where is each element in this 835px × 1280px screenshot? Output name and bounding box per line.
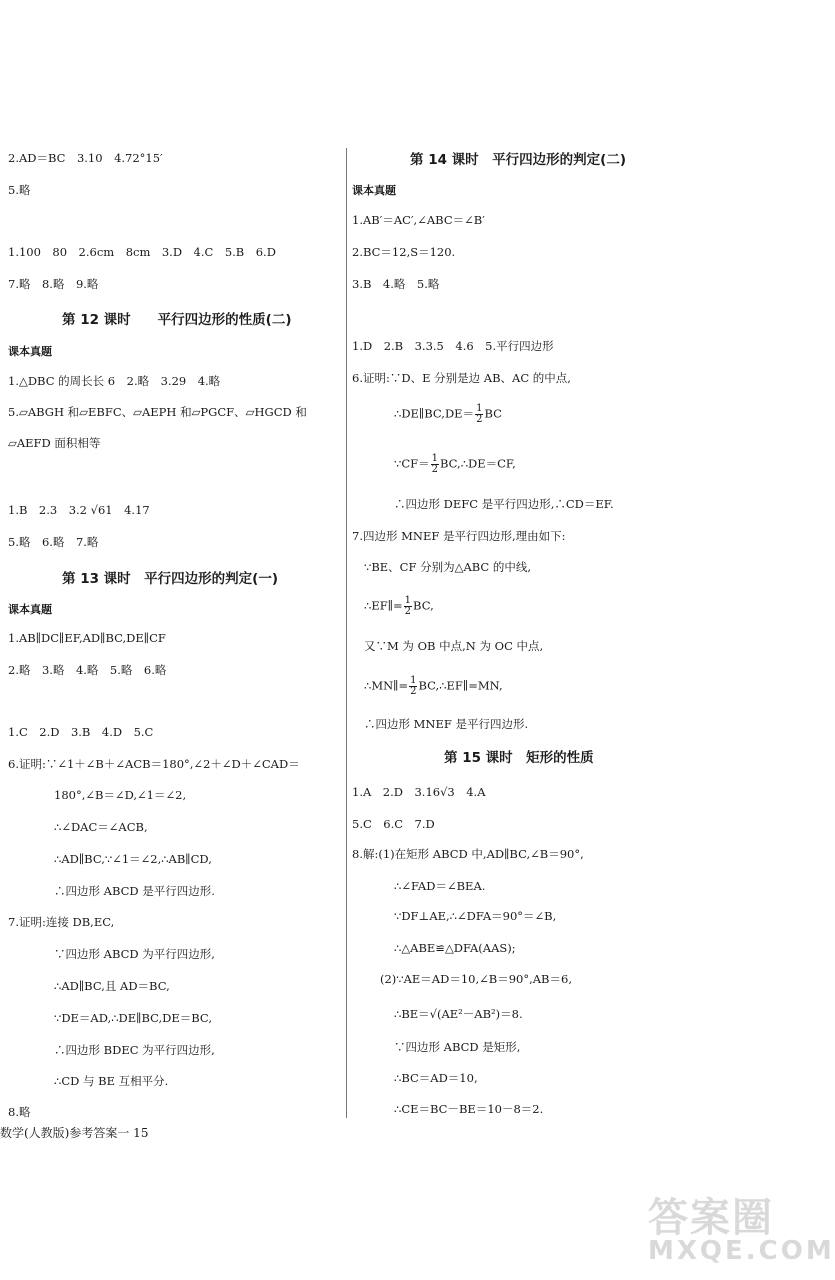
- answer-line: 2.略 3.略 4.略 5.略 6.略: [8, 663, 167, 677]
- answer-line: ∴∠DAC＝∠ACB,: [54, 820, 148, 834]
- answer-line: 1.B 2.3 3.2 √61 4.17: [8, 503, 150, 517]
- fraction: $\frac{1}{2}$: [476, 403, 483, 425]
- answer-line: ∴四边形 DEFC 是平行四边形,∴CD＝EF.: [394, 497, 614, 511]
- answer-line: ∴四边形 MNEF 是平行四边形.: [364, 717, 529, 731]
- answer-line: 3.B 4.略 5.略: [352, 277, 440, 291]
- answer-line: ∴∠FAD＝∠BEA.: [394, 879, 486, 893]
- answer-line: 180°,∠B＝∠D,∠1＝∠2,: [54, 788, 187, 802]
- lesson-15-title: 第 15 课时 矩形的性质: [444, 750, 594, 766]
- answer-line: 1.100 80 2.6cm 8cm 3.D 4.C 5.B 6.D: [8, 245, 276, 259]
- watermark-logo: [642, 1186, 835, 1276]
- section-heading: 课本真题: [8, 345, 52, 358]
- answer-line: 5.略: [8, 183, 31, 197]
- answer-line: 7.证明:连接 DB,EC,: [8, 915, 115, 929]
- answer-line: ▱AEFD 面积相等: [8, 436, 101, 450]
- answer-line: ∵四边形 ABCD 为平行四边形,: [54, 947, 215, 961]
- answer-line: ∴四边形 BDEC 为平行四边形,: [54, 1043, 215, 1057]
- answer-line: ∴CD 与 BE 互相平分.: [54, 1074, 169, 1088]
- watermark-url: MXQE.COM: [648, 1236, 835, 1266]
- answer-line: 8.解:(1)在矩形 ABCD 中,AD∥BC,∠B＝90°,: [352, 847, 584, 861]
- answer-line: 5.▱ABGH 和▱EBFC、▱AEPH 和▱PGCF、▱HGCD 和: [8, 405, 307, 419]
- answer-line: ∴BE＝√(AE²－AB²)＝8.: [394, 1007, 523, 1021]
- answer-line: 1.AB∥DC∥EF,AD∥BC,DE∥CF: [8, 631, 166, 645]
- answer-line: 2.AD＝BC 3.10 4.72°15′: [8, 151, 163, 165]
- answer-line: ∵BE、CF 分别为△ABC 的中线,: [364, 560, 532, 574]
- watermark-text: 答案圈: [648, 1195, 774, 1241]
- answer-line: 6.证明:∵∠1＋∠B＋∠ACB＝180°,∠2＋∠D＋∠CAD＝: [8, 757, 300, 771]
- answer-line: ∴AD∥BC,∵∠1＝∠2,∴AB∥CD,: [54, 852, 212, 866]
- answer-line: 8.略: [8, 1105, 31, 1119]
- answer-line: 2.BC＝12,S＝120.: [352, 245, 456, 259]
- answer-line: ∴BC＝AD＝10,: [394, 1071, 478, 1085]
- answer-line: ∴四边形 ABCD 是平行四边形.: [54, 884, 215, 898]
- answer-line: 又∵M 为 OB 中点,N 为 OC 中点,: [364, 639, 544, 653]
- answer-line: ∵DF⊥AE,∴∠DFA＝90°＝∠B,: [394, 909, 557, 923]
- answer-line: 5.略 6.略 7.略: [8, 535, 99, 549]
- answer-line: ∴MN∥= $\frac{1}{2}$ BC,∴EF∥=MN,: [364, 675, 503, 697]
- answer-line: (2)∵AE＝AD＝10,∠B＝90°,AB＝6,: [380, 972, 572, 986]
- fraction: $\frac{1}{2}$: [410, 675, 417, 697]
- lesson-14-title: 第 14 课时 平行四边形的判定(二): [410, 152, 627, 168]
- answer-line: ∴EF∥= $\frac{1}{2}$ BC,: [364, 595, 434, 617]
- column-divider: [346, 148, 347, 1118]
- answer-line: ∵DE＝AD,∴DE∥BC,DE＝BC,: [54, 1011, 212, 1025]
- section-heading: 课本真题: [8, 603, 52, 616]
- answer-line: 1.D 2.B 3.3.5 4.6 5.平行四边形: [352, 339, 554, 353]
- answer-line: 7.四边形 MNEF 是平行四边形,理由如下:: [352, 529, 566, 543]
- lesson-13-title: 第 13 课时 平行四边形的判定(一): [62, 571, 279, 587]
- answer-line: ∴DE∥BC,DE＝ $\frac{1}{2}$ BC: [394, 403, 502, 425]
- page-footer: 数学(人教版)参考答案一 15: [0, 1126, 149, 1140]
- answer-line: 1.△DBC 的周长长 6 2.略 3.29 4.略: [8, 374, 221, 388]
- fraction: $\frac{1}{2}$: [431, 453, 438, 475]
- answer-line: 1.C 2.D 3.B 4.D 5.C: [8, 725, 154, 739]
- lesson-12-title: 第 12 课时 平行四边形的性质(二): [62, 312, 292, 328]
- answer-line: 1.AB′＝AC′,∠ABC＝∠B′: [352, 213, 485, 227]
- answer-line: 7.略 8.略 9.略: [8, 277, 99, 291]
- answer-line: ∴△ABE≌△DFA(AAS);: [394, 941, 516, 955]
- answer-line: ∴AD∥BC,且 AD＝BC,: [54, 979, 170, 993]
- answer-line: ∵CF＝ $\frac{1}{2}$ BC,∴DE＝CF,: [394, 453, 516, 475]
- answer-line: 5.C 6.C 7.D: [352, 817, 435, 831]
- answer-line: ∴CE＝BC－BE＝10－8＝2.: [394, 1102, 544, 1116]
- fraction: $\frac{1}{2}$: [404, 595, 412, 617]
- section-heading: 课本真题: [352, 184, 396, 197]
- answer-line: ∵四边形 ABCD 是矩形,: [394, 1040, 521, 1054]
- answer-line: 6.证明:∵D、E 分别是边 AB、AC 的中点,: [352, 371, 571, 385]
- answer-line: 1.A 2.D 3.16√3 4.A: [352, 785, 486, 799]
